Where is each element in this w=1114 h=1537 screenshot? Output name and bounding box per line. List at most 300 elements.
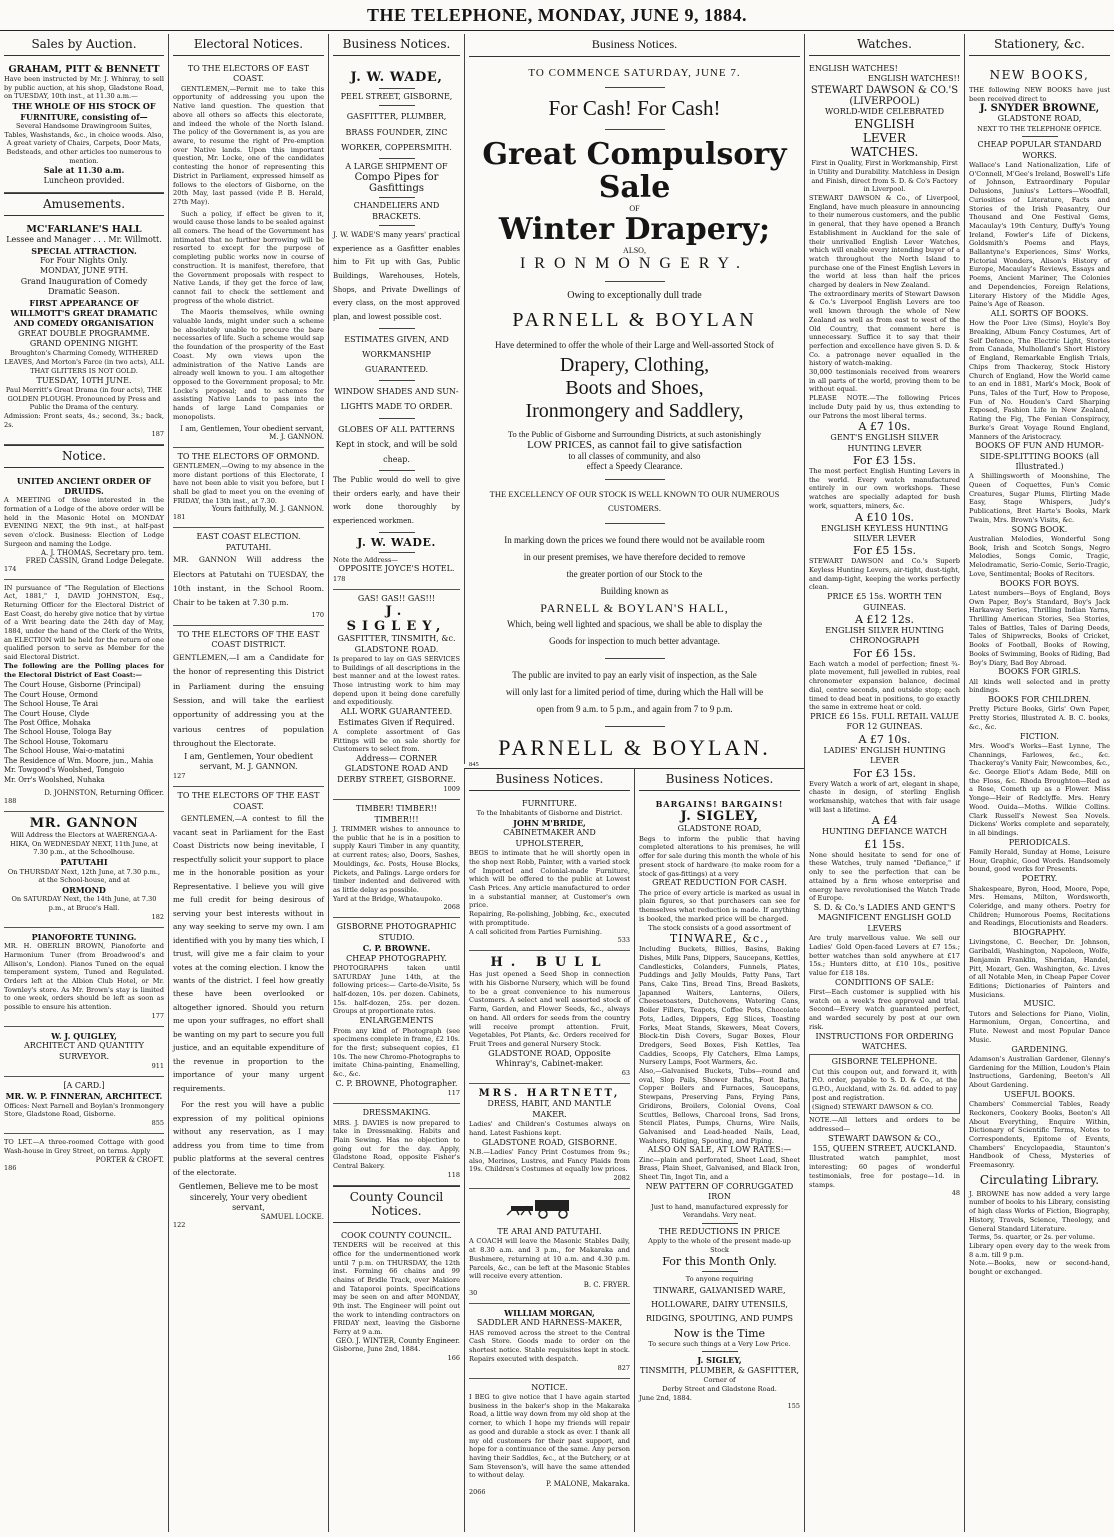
compo-pipes: Compo Pipes for Gasfittings bbox=[354, 172, 439, 195]
goods-text: Goods for inspection to much better advantage. bbox=[549, 635, 720, 646]
east-coast-heading: EAST COAST ELECTION. bbox=[196, 532, 301, 542]
watch-1-name: GENT'S ENGLISH SILVER HUNTING LEVER bbox=[830, 433, 939, 453]
morgan-text: HAS removed across the street to the Central Cash Store. Goods made to order on the shortest notice. Stable requisites kept in stock. Repairs executed with despatch. bbox=[469, 1328, 630, 1363]
card-label: [A CARD.] bbox=[63, 1080, 105, 1090]
coupon-signature: (Signed) STEWART DAWSON & CO. bbox=[812, 1102, 934, 1111]
morgan-name: WILLIAM MORGAN, bbox=[504, 1308, 595, 1318]
coupon-text: Cut this coupon out, and forward it, with P.O. order, payable to S. D. & Co., at the G.P.O., Auckland, with 2s. 6d. added to pay post and registration. bbox=[812, 1067, 957, 1102]
hall-name: PARNELL & BOYLAN'S HALL, bbox=[540, 600, 729, 615]
new-books-heading: NEW BOOKS, bbox=[989, 68, 1090, 82]
price-1: A £7 10s. bbox=[858, 420, 911, 434]
column-business-1 bbox=[328, 34, 464, 1532]
locke-closing: Gentlemen, Believe me to be most sincerely, Your very obedient servant, bbox=[178, 1182, 319, 1213]
hartnett-prices: N.B.—Ladies' Fancy Print Costumes from 9s.; also, Merinos, Lustres, and Fancy Plaids from 19s. Children's Costumes at equally low prices. bbox=[469, 1147, 630, 1174]
work-guaranteed: ALL WORK GUARANTEED. Estimates Given if Required. bbox=[338, 707, 455, 727]
ad-number: 166 bbox=[447, 1353, 460, 1362]
cheap-photography: CHEAP PHOTOGRAPHY. bbox=[346, 953, 447, 963]
gannon-meetings-ad bbox=[4, 812, 164, 928]
watch-3-price: PRICE £6 15s. FULL RETAIL VALUE FOR 12 GUINEAS. bbox=[810, 711, 959, 732]
stock-line: The stock consists of a good assortment of bbox=[648, 923, 791, 932]
browne-name: J. SNYDER BROWNE, bbox=[979, 103, 1100, 115]
watch-2-sale: For £5 15s. bbox=[852, 544, 917, 558]
finneran-text: Offices: Next Parnell and Boylan's Ironmongery Store, Gladstone Road, Gisborne. bbox=[4, 1101, 164, 1119]
polling-place: The Court House, Ormond bbox=[4, 690, 98, 699]
firm-name: PARNELL & BOYLAN bbox=[512, 309, 757, 331]
children-books-heading: BOOKS FOR CHILDREN. bbox=[988, 695, 1091, 705]
corner-address: Derby Street and Gladstone Road. bbox=[662, 1384, 777, 1393]
library-note: Note.—Books, new or second-hand, bought or exchanged. bbox=[969, 1259, 1110, 1277]
timber-heading: TIMBER! TIMBER!! TIMBER!!! bbox=[355, 804, 438, 824]
biography-list: Livingstone, C. Beecher, Dr. Johnson, Garibaldi, Washington, Napoleon, Wolfe, Benjamin Franklin, Sheridan, Handel, Pitt, Mozart, Gen. Washington, &c. Lives of all Notable Men, in Cheap Paper Cover Editions; Dictionaries of Painters and Musicians. bbox=[969, 938, 1110, 999]
also-on-sale: ALSO ON SALE, AT LOW RATES:— bbox=[647, 1145, 792, 1155]
ad-number: 186 bbox=[4, 1163, 17, 1172]
ironmongery-saddlery: Ironmongery and Saddlery, bbox=[525, 400, 744, 422]
four-nights: For Four Nights Only. bbox=[40, 255, 128, 265]
returning-officer: D. JOHNSTON, Returning Officer. bbox=[44, 789, 164, 798]
commence-date: TO COMMENCE SATURDAY, JUNE 7. bbox=[528, 67, 741, 79]
hall-name: MC'FARLANE'S HALL bbox=[26, 224, 142, 236]
apply-text: Apply to the whole of the present made-up Stock bbox=[648, 1237, 791, 1255]
cheap-works-heading: CHEAP POPULAR STANDARD WORKS. bbox=[977, 140, 1102, 160]
tinware-items: Including Buckets, Billies, Basins, Baking Dishes, Milk Pans, Dippers, Saucepans, Kettles, Candlesticks, Colanders, Funnels, Plates, Puddings and Jelly Moulds, Patty Pans, Tart Pans, Cake Tins, Bread Tins, Bread Baskets, Japanned Waiters, Lanterns, Oilers, Cheesetoasters, Dutchovens, Watering Cans, Boiler Fillers, Teapots, Coffee Pots, Chocolate Pots, Ladles, Dippers, Egg Slices, Toasting Forks, Meat Stands, Skewers, Meat Covers, Block-tin Dish Covers, Sugar Boxes, Flour Dredgers, Seed Boxes, Fish Kettles, Tea Caddies, Scoops, Fly Catchers, Elma Lamps, Nursery Lamps, Foot Warmers, &c. bbox=[639, 945, 800, 1067]
sigley-date: June 2nd, 1884. bbox=[639, 1393, 692, 1402]
periodicals-list: Family Herald, Sunday at Home, Leisure Hour, Graphic, Good Words. Handsomely bound, good works for Presents. bbox=[969, 848, 1110, 874]
hall-lessee: Lessee and Manager . . . Mr. Willmott. bbox=[6, 235, 162, 245]
polling-place: The School House, Tokomaru bbox=[4, 737, 109, 746]
all-sorts-heading: ALL SORTS OF BOOKS. bbox=[990, 308, 1089, 318]
worldwide-celebrated: WORLD-WIDE CELEBRATED bbox=[824, 106, 945, 116]
conditions-text: First—Each customer is supplied with his watch on a week's free approval and trial. Second—Every watch guaranteed perfect, and warded securely by post at our own risk. bbox=[809, 988, 960, 1031]
patutahi-title: PATUTAHI bbox=[60, 857, 108, 868]
greater-text: the greater portion of our Stock to the bbox=[566, 569, 703, 580]
sigley-text: Is prepared to lay on GAS SERVICES to Buildings of all descriptions in the best manner and at the lowest rates. Those intrusting work to him may depend upon it being done carefully and expeditiously. bbox=[333, 654, 460, 707]
tolet-signature: PORTER & CROFT. bbox=[95, 1155, 164, 1164]
sigley-trades: GASFITTER, TINSMITH, &c. GLADSTONE ROAD. bbox=[337, 634, 456, 654]
wade-address: PEEL STREET, GISBORNE, bbox=[340, 92, 453, 101]
song-book-heading: SONG BOOK. bbox=[1011, 524, 1068, 534]
poetry-heading: POETRY. bbox=[1021, 874, 1058, 884]
wade-signature: J. W. WADE. bbox=[357, 535, 436, 549]
locke-para-2: For the rest you will have a public expression of my political opinions without any reservation, as I may address you from time to time from public platforms at the several centres of the electorate. bbox=[173, 1100, 324, 1177]
dawson-address: STEWART DAWSON & CO., bbox=[828, 1133, 941, 1143]
column-heading-business-3: Business Notices. bbox=[469, 769, 630, 791]
watch-5-sale: £1 15s. bbox=[864, 837, 905, 851]
column-auction bbox=[0, 34, 168, 1532]
music-list: Tutors and Selections for Piano, Violin, Harmonium, Organ, Concertina, and Flute. Newest and most Popular Dance Music. bbox=[969, 1009, 1110, 1044]
play-two: Paul Merritt's Great Drama (in four acts), THE GOLDEN PLOUGH. Pronounced by Press and Public the Drama of the century. bbox=[5, 385, 163, 412]
column-business-3 bbox=[464, 768, 634, 1532]
county-name: COOK COUNTY COUNCIL. bbox=[341, 1230, 452, 1240]
bull-name: H. BULL bbox=[490, 955, 609, 971]
watch-2-price: PRICE £5 15s. WORTH TEN GUINEAS. bbox=[827, 592, 942, 612]
column-watches bbox=[804, 34, 964, 1532]
native-land-para-3: The Maoris themselves, while owning valuable lands, might under such a scheme be absolutely unable to procure the bare necessaries of life. Such a scheme would sap the foundation of the prosperity of the East Coast. My own views upon the administration of the Native Lands are already well known to you. I am altogether opposed to the Government proposal; to Mr. Locke's proposal; and to schemes for assisting Native Lands to pass into the hands of large Land Companies or monopolists. bbox=[173, 308, 324, 421]
gannon-address: MR. GANNON Will address the Electors at Patutahi on TUESDAY, the 10th instant, in the School Room. Chair to be taken at 7.30 p.m. bbox=[173, 555, 324, 608]
letters-note: NOTE.—All letters and orders to be addressed— bbox=[809, 1116, 960, 1133]
coupon-heading: GISBORNE TELEPHONE. bbox=[831, 1057, 938, 1067]
column-heading-business-1: Business Notices. bbox=[333, 34, 460, 56]
dressmaking-ad bbox=[333, 1104, 460, 1186]
drapery-clothing: Drapery, Clothing, bbox=[559, 354, 710, 376]
gardening-heading: GARDENING. bbox=[1011, 1044, 1068, 1054]
quality-text: First in Quality, First in Workmanship, First in Utility and Durability. Matchless in Design and Finish, direct from S. D. & Co's Factory in Liverpool. bbox=[809, 159, 960, 194]
native-land-para-2: Such a policy, if effect be given to it, would cause those lands to be sealed against all comers. The head of the Government has intimated that no further borrowing will be resorted to except for the purpose of completing public works now in course of construction. It is manifest, therefore, that the Government proposals with respect to Native Lands, if they get the force of law, cannot fail to check the settlement and progress of the whole district. bbox=[173, 209, 324, 305]
browne-books-ad bbox=[969, 60, 1110, 1283]
price-3: A £12 12s. bbox=[854, 612, 915, 626]
county-date: Gisborne, June 2nd, 1884. bbox=[333, 1344, 421, 1353]
hartnett-text: Ladies' and Children's Costumes always on hand. Latest Fashions kept. bbox=[469, 1120, 630, 1137]
periodicals-heading: PERIODICALS. bbox=[1008, 837, 1071, 847]
conditions-heading: CONDITIONS OF SALE: bbox=[834, 977, 935, 987]
enlargements-text: From any kind of Photograph (see specimens complete in frame, £2 10s. for the first; subsequent copies, £1 10s. The new Chromo-Photographs to imitate China-painting, Enamelling, &c., &c. bbox=[333, 1026, 460, 1079]
gannon-signature: I am, Gentlemen, Your obedient servant, M. J. GANNON. bbox=[180, 424, 324, 441]
verandah-text: Just to hand, manufactured expressly for Verandahs. Very neat. bbox=[651, 1202, 788, 1220]
boys-books-list: Latest numbers—Boys of England, Boys Own Paper, Boy's Standard, Boy's Jack Harkaway Series, Thrilling Indian Yarns, Thrilling American Stories, Sea Stories, Tales of Battles, Tales of Daring Deeds, Tales of Shipwrecks, Books of Cricket, Books of Football, Books of Rowing, Books of Swimming, Books of Riding, Bad Boy's Diary, Bad Boy Abroad. bbox=[969, 588, 1110, 667]
browne-road: GLADSTONE ROAD, bbox=[997, 114, 1082, 124]
also-label: ALSO, bbox=[623, 246, 646, 255]
ad-number: 2066 bbox=[469, 1488, 486, 1497]
tuesday-date: TUESDAY, 10TH JUNE. bbox=[36, 375, 132, 385]
ad-number: 187 bbox=[151, 429, 164, 438]
coach-text: A COACH will leave the Masonic Stables Daily, at 8.30 a.m. and 3 p.m., for Makaraka and Bushmere, returning at 10 a.m. and 4.30 p.m. Parcels, &c., can be left at the Masonic Stables will receive every attention. bbox=[469, 1237, 630, 1281]
invited-text: The public are invited to pay an early visit of inspection, as the Sale bbox=[512, 669, 757, 680]
inauguration: Grand Inauguration of Comedy Dramatic Season. bbox=[20, 276, 148, 297]
polling-place: The Court House, Clyde bbox=[4, 709, 90, 718]
determined-text: Have determined to offer the whole of their Large and Well-assorted Stock of bbox=[495, 340, 774, 350]
cheap-works-list: Wallace's Land Nationalization, Life of O'Connell, M'Gee's Ireland, Boswell's Life of Johnson, Extraordinary Popular Delusions, Junius's Letters—Woodfall, Curiosities of Literature, Facts and Stories of the Irish Peasantry, Our Thousand and One Festival Gems, Macaulay's 19th Century, Duffy's Young Ireland, Fowler's Life of Dickens, Goldsmith's Poems and Plays, Ballantyne's Experiences, Sims' Works, Pictorial Wonders, Alison's History of Europe, Macaulay's Reviews, Essays and Poems, Ancient Mariner, The Colonies and Dependencies, Foreign Relations, Literary History of the Middle Ages, Paine's Age of Reason. bbox=[969, 161, 1110, 309]
gannon-text: Will Address the Electors at WAERENGA-A-HIKA, On WEDNESDAY NEXT, 11th June, at 7.30 p.m., at the Schoolhouse. bbox=[9, 831, 158, 857]
now-is-the-time: Now is the Time bbox=[673, 1326, 766, 1340]
column-electoral bbox=[168, 34, 328, 1532]
amusements-heading: Amusements. bbox=[4, 193, 164, 216]
children-books-text: Pretty Picture Books, Girls' Own Paper, Pretty Stories, Illustrated A. B. C. books, &c., &c. bbox=[969, 705, 1110, 731]
price-2: A £10 10s. bbox=[854, 510, 915, 524]
biography-heading: BIOGRAPHY. bbox=[1013, 928, 1066, 938]
quigley-trade: ARCHITECT AND QUANTITY SURVEYOR. bbox=[24, 1041, 144, 1061]
malone-signature: P. MALONE, Makaraka. bbox=[546, 1480, 630, 1489]
finneran-ad bbox=[4, 1077, 164, 1134]
notice-heading: Notice. bbox=[4, 445, 164, 468]
ad-number: 845 bbox=[469, 761, 479, 769]
gardening-list: Adamson's Australian Gardener, Glenny's Gardening for the Million, Loudon's Plain Instructions, Gardening, Beeton's All About Gardening. bbox=[969, 1054, 1110, 1090]
estimates-label: ESTIMATES GIVEN, AND WORKMANSHIP GUARANTEED. bbox=[344, 334, 449, 374]
polling-place: The Court House, Gisborne (Principal) bbox=[4, 681, 141, 690]
boys-books-heading: BOOKS FOR BOYS. bbox=[999, 578, 1080, 588]
price-4: A £7 10s. bbox=[858, 732, 911, 746]
public-text: To the Public of Gisborne and Surrounding Districts, at such astonishingly bbox=[507, 429, 762, 439]
auction-lunch: Luncheon provided. bbox=[43, 175, 125, 185]
wade-ad bbox=[333, 60, 460, 590]
special-attraction: SPECIAL ATTRACTION. bbox=[31, 245, 137, 256]
gas-fittings: A complete assortment of Gas Fittings will be on sale shortly for Customers to select from. bbox=[333, 727, 460, 754]
globes: GLOBES OF ALL PATTERNS Kept in stock, and will be sold cheap. bbox=[335, 424, 458, 464]
building-text: Building known as bbox=[600, 586, 669, 597]
watch-1-sale: For £3 15s. bbox=[852, 454, 917, 468]
column-heading-business-2: Business Notices. bbox=[469, 34, 800, 57]
polling-place: The School House, Wai-o-matatini bbox=[4, 747, 125, 756]
election-regulation-ad bbox=[4, 580, 164, 813]
mcbride-trade: CABINETMAKER AND UPHOLSTERER, bbox=[503, 828, 596, 848]
shipment-label: A LARGE SHIPMENT OF bbox=[345, 161, 448, 171]
morgan-trade: SADDLER AND HARNESS-MAKER, bbox=[476, 1318, 623, 1328]
column-heading-watches: Watches. bbox=[809, 34, 960, 56]
watch-4-sale: For £3 15s. bbox=[852, 766, 917, 780]
polling-place: The School House, Te Arai bbox=[4, 700, 98, 709]
ormond-text: On SATURDAY Next, the 14th June, at 7.30 p.m., at Bruce's Hall. bbox=[11, 895, 157, 913]
browne-signature: C. P. BROWNE, Photographer. bbox=[335, 1078, 458, 1088]
new-books-text: THE following NEW BOOKS have just been received direct to bbox=[969, 86, 1110, 103]
mcbride-name: JOHN M'BRIDE, bbox=[513, 818, 586, 829]
ad-number: 1009 bbox=[443, 785, 460, 794]
sigley-gas-ad bbox=[333, 590, 460, 800]
druids-title: UNITED ANCIENT ORDER OF DRUIDS. bbox=[16, 475, 152, 496]
auction-sale-time: Sale at 11.30 a.m. bbox=[43, 165, 125, 176]
hartnett-name: MRS. HARTNETT, bbox=[478, 1088, 621, 1100]
ormond-title: ORMOND bbox=[62, 884, 106, 895]
classes-text: to all classes of community, and also bbox=[568, 451, 701, 461]
bull-address: GLADSTONE ROAD, Opposite Whinray's, Cabinet-maker. bbox=[488, 1048, 611, 1069]
district-signature: I am, Gentlemen, Your obedient servant, M. J. GANNON. bbox=[184, 751, 313, 771]
malone-notice-ad bbox=[469, 1379, 630, 1502]
admission-prices: Admission: Front seats, 4s.; second, 3s.; back, 2s. bbox=[4, 412, 164, 429]
requiring-text: To anyone requiring bbox=[685, 1274, 754, 1283]
column-heading-auction: Sales by Auction. bbox=[4, 34, 164, 56]
pamphlet-text: Illustrated watch pamphlet, most interesting; 60 pages of wonderful testimonials, free for postage—1d. in stamps. bbox=[809, 1154, 960, 1189]
county-council-ad bbox=[333, 1227, 460, 1368]
sigley-address: Address— CORNER GLADSTONE ROAD AND DERBY STREET, GISBORNE. bbox=[337, 754, 456, 784]
of-label: OF bbox=[629, 204, 640, 213]
ad-number: 2068 bbox=[443, 903, 460, 912]
trimmer-text: J. TRIMMER wishes to announce to the public that he is in a position to supply Kauri Timber in any quantity, at current rates; also, Doors, Sashes, Mouldings, &c. Posts, House Blocks, Pickets, and Palings. Large orders for timber indented and delivered with as little delay as possible. bbox=[333, 825, 460, 894]
excellency-text: THE EXCELLENCY OF OUR STOCK IS WELL KNOWN TO OUR NUMEROUS CUSTOMERS. bbox=[489, 489, 780, 513]
tolet-text: TO LET.—A three-roomed Cottage with good Wash-house in Grey Street, on terms. Apply bbox=[4, 1138, 164, 1155]
ormond-heading: TO THE ELECTORS OF ORMOND. bbox=[177, 451, 320, 461]
auction-stock-items: Several Handsome Drawingroom Suites, Tables, Washstands, &c., in choice woods. Also, A great variety of Chairs, Carpets, Door Mats, Bedsteads, and other articles too numerous to mention. bbox=[4, 121, 164, 165]
yard-location: Yard at the Bridge, Whataupoko. bbox=[333, 894, 443, 903]
tolet-ad bbox=[4, 1134, 164, 1177]
ad-number: 911 bbox=[151, 1061, 164, 1070]
watch-5-name: HUNTING DEFIANCE WATCH bbox=[822, 827, 947, 837]
wade-location: OPPOSITE JOYCE'S HOTEL. bbox=[338, 564, 455, 574]
ormond-text: GENTLEMEN,—Owing to my absence in the more distant portions of this Electorate, I have not been able to visit you before, but I shall be glad to meet you on the evening of FRIDAY, the 13th inst., at 7.30. bbox=[173, 461, 324, 505]
notice-text: I BEG to give notice that I have again started business in the baker's shop in the Makaraka Road, a little way down from my old shop at the corner, to which I hope my friends will repair as good and durable a stock as ever. I thank all my old customers for their past support, and hope for a continuance of the same. Any person having their Saddles, &c., at the Butchery, or at Sam Stevenson's, will have the same attended to without delay. bbox=[469, 1392, 630, 1480]
owing-text: Owing to exceptionally dull trade bbox=[567, 290, 702, 301]
quigley-ad bbox=[4, 1027, 164, 1077]
county-heading: County Council Notices. bbox=[333, 1186, 460, 1223]
testimonials: 30,000 testimonials received from wearers in all parts of the world, proving them to be without equal. bbox=[809, 368, 960, 394]
polling-place: The Residence of Wm. Moore, jun., Mahia bbox=[4, 756, 154, 765]
limited-text: will only last for a limited period of time, during which the Hall will be bbox=[505, 686, 764, 697]
watch-1-text: The most perfect English Hunting Levers in the world. Every watch manufactured entirely in our own workshops. These watches are specially adapted for bush work, squatters, miners, &c. bbox=[809, 467, 960, 510]
winter-drapery: Winter Drapery; bbox=[498, 212, 771, 247]
dawson-street: 155, QUEEN STREET, AUCKLAND. bbox=[812, 1144, 957, 1153]
ironmongery-banner: IRONMONGERY. bbox=[519, 255, 750, 272]
low-prices: LOW PRICES, as cannot fail to give satisfaction bbox=[527, 439, 742, 451]
address-note: Note the Address— bbox=[333, 555, 398, 564]
ad-number: 177 bbox=[151, 1011, 164, 1020]
ormond-signature: Yours faithfully, M. J. GANNON. bbox=[211, 505, 324, 514]
song-book-list: Australian Melodies, Wonderful Song Book, Irish and Scotch Songs, Negro Melodies, Songs Comic, Tragic, Melodramatic, Serio-Comic, Serio-Tragic, Love, Sentimental; Books of Recitors. bbox=[969, 534, 1110, 578]
dressmaking-heading: DRESSMAKING. bbox=[362, 1108, 431, 1118]
tinware-heading: TINWARE, &c., bbox=[669, 932, 770, 946]
polling-place: The Post Office, Mohaka bbox=[4, 718, 91, 727]
fiction-list: Mrs. Wood's Works—East Lynne, The Channings, Farlowes, &c., &c. Thackeray's Vanity Fair, Newcombes, &c., &c. George Eliot's Adam Bede, Mill on the Floss, &c. Rhoda Broughton—Red as a Rose, Cometh up as a Flower. Miss Yonge—Heir of Redclyffe. Mrs. Henry Wood. Ouida—Moths. Wilkie Collins. Clark Russell's Newest Sea Novels. Dickens' Works complete and separately, in all bindings. bbox=[969, 741, 1110, 837]
ad-number: 30 bbox=[469, 1289, 478, 1297]
fun-books-heading: BOOKS OF FUN AND HUMOR-SIDE-SPLITTING BOOKS (all Illustrated.) bbox=[975, 441, 1104, 471]
dawson-text-2: The extraordinary merits of Stewart Dawson & Co.'s Liverpool English Levers are too well known through the whole of New Zealand as well as from east to west of the Old Country, that comment here is unnecessary. Suffice it to say that their perfection and excellence have given S. D. & Co. a patronage never equalled in the history of watch-making. bbox=[809, 289, 960, 368]
marking-text: In marking down the prices we found there would not be available room bbox=[504, 535, 765, 546]
sigley-signature: J. SIGLEY, bbox=[697, 1355, 742, 1366]
repair-text: Repairing, Re-polishing, Jobbing, &c., executed with promptitude. bbox=[469, 910, 630, 927]
useful-books-list: Chambers' Commercial Tables, Ready Reckoners, Cookery Books, Beeton's All About Everything, Enquire Within, Dictionary of Scientific Terms, Notes to Correspondents, Epitome of Events, Chambers' Encyclopaedia, Staunton's Handbook of Chess, Mysteries of Freemasonry. bbox=[969, 1100, 1110, 1170]
dressmaking-text: MRS. J. DAVIES is now prepared to take in Dressmaking. Habits and Plain Sewing. Has no objection to going out for the day. Apply, Gladstone Road, opposite Fisher's Central Bakery. bbox=[333, 1118, 460, 1171]
patutahi-text: On THURSDAY Next, 12th June, at 7.30 p.m., at the School-house, and at bbox=[7, 867, 161, 885]
coach-heading: TE ARAI AND PATUTAHI. bbox=[497, 1227, 602, 1237]
open-hours: open from 9 a.m. to 5 p.m., and again from 7 to 9 p.m. bbox=[536, 703, 733, 714]
sigley-name: J. SIGLEY, bbox=[346, 604, 447, 635]
notice-heading: NOTICE. bbox=[531, 1382, 568, 1392]
auction-ad bbox=[4, 60, 164, 193]
watch-4-name: LADIES' ENGLISH HUNTING LEVER bbox=[823, 745, 946, 766]
furniture-heading: FURNITURE. bbox=[522, 799, 577, 808]
order-coupon[interactable] bbox=[809, 1054, 960, 1114]
watch-4-text: Every Watch a work of art, elegant in shape, chaste in design, of sterling English workmanship, watches that with fair usage will last a lifetime. bbox=[809, 779, 960, 814]
locke-para-1: GENTLEMEN,—A contest to fill the vacant seat in Parliament for the East Coast Districts now being inevitable, I respectfully solicit your support to place me in the honorable position as your Representative. I believe you will give me full credit for being desirous of serving your best interests without in any way seeking to serve my own. I am identified with you by many ties which, I trust, will give me a fair claim to your votes at the coming election. I know the wants of the district. I feel how greatly these have been overlooked or altogether ignored. Should you return me upon your suffrages, no effort shall be wanting on my part to secure you full justice, and an equitable expenditure of the revenue in proportion to the importance of your many urgent requirements. bbox=[173, 814, 324, 1093]
price-text: The price of every article is marked as usual in plain figures, so that purchasers can see for themselves what reduction is made. If anything is booked, the marked price will be charged. bbox=[639, 888, 800, 923]
please-note: PLEASE NOTE.—The following Prices include Duty paid by us, thus extending to our Patrons the most liberal terms. bbox=[809, 394, 960, 420]
district-electors-ad bbox=[173, 626, 324, 788]
coach-ad bbox=[469, 1189, 630, 1304]
ad-number: 855 bbox=[151, 1119, 164, 1128]
electors-heading: TO THE ELECTORS OF EAST COAST. bbox=[187, 64, 310, 84]
quigley-name: W. J. QUIGLEY, bbox=[51, 1030, 117, 1041]
ad-number: 181 bbox=[173, 513, 186, 522]
locke-heading: TO THE ELECTORS OF THE EAST COAST. bbox=[177, 791, 320, 811]
clearance-text: effect a Speedy Clearance. bbox=[586, 461, 683, 471]
ad-number: 127 bbox=[173, 772, 186, 781]
solicit-text: A call solicited from Parties Furnishing. bbox=[469, 927, 602, 936]
hartnett-address: GLADSTONE ROAD, GISBORNE. bbox=[481, 1137, 618, 1147]
watch-3-name: ENGLISH SILVER HUNTING CHRONOGRAPH bbox=[825, 625, 944, 646]
piano-ad bbox=[4, 928, 164, 1027]
watch-5-text: None should hesitate to send for one of these Watches, truly named "Defiance," if only to see the perfection that can be attained by a firm whose enterprise and energy have revolutionised the Watch Trade of Europe. bbox=[809, 850, 960, 903]
price-5: A £4 bbox=[871, 814, 898, 828]
morgan-ad bbox=[469, 1304, 630, 1379]
sigley-text: Begs to inform the public that having completed alterations to his premises, he will offer for sale during this month the whole of his present stock of hardware (to make room for a stock of gas-fittings) at a very bbox=[639, 834, 800, 878]
lighted-text: Which, being well lighted and spacious, we shall be able to display the bbox=[507, 618, 762, 629]
monday-date: MONDAY, JUNE 9TH. bbox=[39, 266, 129, 276]
ad-number: 827 bbox=[617, 1363, 630, 1372]
browne-name: C. P. BROWNE. bbox=[362, 943, 431, 954]
ad-number: 118 bbox=[447, 1170, 460, 1179]
music-heading: MUSIC. bbox=[1023, 999, 1056, 1009]
fiction-heading: FICTION. bbox=[1020, 731, 1059, 741]
photo-prices: PHOTOGRAPHS taken until SATURDAY June 14th, at the following prices:— Carte-de-Visite, 5s half-dozen, 10s. per dozen. Cabinets, 15s. half-dozen, 25s. per dozen. Groups at proportionate rates. bbox=[333, 963, 460, 1016]
inhabitants-line: To the Inhabitants of Gisborne and District. bbox=[476, 809, 623, 818]
mcbride-ad bbox=[469, 795, 630, 951]
locke-address-ad bbox=[173, 787, 324, 1235]
piano-text: MR. H. OBERLIN BROWN, Pianoforte and Harmonium Tuner (from Broadwood's and Allison's, London). Pianos Tuned on the equal temperament system, Tuned and Regulated. Orders left at the Albion Club Hotel, or Mr. Townley's store. As Mr. Brown's stay is limited to one week, orders should be left as soon as possible to ensure his attention. bbox=[4, 942, 164, 1012]
lever-line-3: WATCHES. bbox=[850, 145, 919, 160]
useful-books-heading: USEFUL BOOKS. bbox=[1003, 1089, 1076, 1099]
ad-number: 533 bbox=[617, 936, 630, 945]
for-cash: For Cash! For Cash! bbox=[548, 96, 721, 120]
wade-public-note: The Public would do well to give their orders early, and have their work done thoroughly by experienced workmen. bbox=[333, 476, 460, 526]
polling-heading: The following are the Polling places for the Electoral District of East Coast:— bbox=[4, 661, 164, 679]
poetry-list: Shakespeare, Byron, Hood, Moore, Pope, Mrs. Hemans, Milton, Wordsworth, Coleridge, and many others. Poetry for Children; Humorous Poems, Recitations and Readings, Elocutionists and Readers. bbox=[969, 884, 1110, 928]
piano-heading: PIANOFORTE TUNING. bbox=[31, 931, 137, 942]
column-heading-business-4: Business Notices. bbox=[639, 769, 800, 791]
bull-ad bbox=[469, 951, 630, 1084]
gannon-native-land-ad bbox=[173, 60, 324, 448]
studio-name: GISBORNE PHOTOGRAPHIC STUDIO. bbox=[336, 922, 457, 942]
english-watches-2: ENGLISH WATCHES!! bbox=[867, 74, 960, 84]
ad-number: 122 bbox=[173, 1221, 186, 1230]
ad-number: 48 bbox=[951, 1189, 960, 1198]
library-heading: Circulating Library. bbox=[979, 1172, 1100, 1187]
watch-3-sale: For £6 15s. bbox=[852, 646, 917, 660]
wade-trades: GASFITTER, PLUMBER, BRASS FOUNDER, ZINC WORKER, COPPERSMITH. bbox=[341, 112, 452, 152]
photo-studio-ad bbox=[333, 918, 460, 1104]
watch-3-text: Each watch a model of perfection; finest ¾-plate movement, full jewelled in rubies, real chronometer expansion balance, decimal dial, centre seconds, and outside stop; each timed to dead beat in positions, to go exactly the same in extreme heat or cold. bbox=[809, 659, 960, 712]
opening-night: GRAND OPENING NIGHT. bbox=[29, 339, 139, 349]
patutahi-title: PATUTAHI. bbox=[225, 542, 272, 552]
gold-levers-text: Are truly marvellous value. We sell our Ladies' Gold Open-faced Levers at £7 15s.; better watches than sold anywhere at £17 15s.; Hunters ditto, at £10 10s., positive value for £18 18s. bbox=[809, 934, 960, 977]
great-reduction: GREAT REDUCTION FOR CASH. bbox=[652, 878, 787, 888]
wade-text: J. W. WADE'S many years' practical experience as a Gasfitter enables him to Fit up with Gas, Public Buildings, Warehouses, Hotels, Shops, and Private Dwellings of every class, on the most approved plan, and lowest possible cost. bbox=[333, 231, 460, 321]
druids-delegate: FRED CASSIN, Grand Lodge Delegate. bbox=[25, 556, 164, 565]
district-text: GENTLEMEN,—I am a Candidate for the honor of representing this District in Parliament during the ensuing Session, and will take the earliest opportunity of addressing you at the various centres of population throughout the Electorate. bbox=[173, 652, 324, 749]
ormond-electors-ad bbox=[173, 448, 324, 529]
english-watches: ENGLISH WATCHES! bbox=[809, 64, 898, 73]
sigley-bargains-ad bbox=[639, 795, 800, 1416]
timber-ad bbox=[333, 800, 460, 918]
firm-signature: PARNELL & BOYLAN. bbox=[498, 735, 771, 761]
coach-signature: B. C. FRYER. bbox=[583, 1281, 630, 1289]
polling-place: The School House, Tologa Bay bbox=[4, 728, 112, 737]
library-hours: Library open every day to the week from 8 a.m. till 9 p.m. bbox=[969, 1242, 1110, 1259]
instructions-heading: INSTRUCTIONS FOR ORDERING WATCHES. bbox=[815, 1031, 954, 1051]
secure-text: To secure such things at a Very Low Price. bbox=[648, 1339, 791, 1348]
hartnett-trade: DRESS, HABIT, AND MANTLE MAKER. bbox=[487, 1099, 612, 1119]
boots-shoes: Boots and Shoes, bbox=[565, 377, 704, 399]
this-month: For this Month Only. bbox=[662, 1254, 777, 1268]
dawson-text-1: STEWART DAWSON & Co., of Liverpool, England, have much pleasure in announcing to their numerous customers, and the public in general, that they have opened a Branch Establishment in Auckland for the sale of their unrivalled English Lever Watches, which will enable every intending buyer of a watch throughout the North Island to purchase one of the Finest English Levers in the world at less than half the prices charged by dealers in New Zealand. bbox=[809, 193, 960, 290]
masthead: THE TELEPHONE, MONDAY, JUNE 9, 1884. bbox=[0, 0, 1114, 31]
polling-place: Mr. Orr's Woolshed, Nuhaka bbox=[4, 775, 105, 784]
county-text: TENDERS will be received at this office for the undermentioned work until 7 p.m. on THURSDAY, the 12th inst. Forming 66 chains and 99 chains of Bridle Track, over Makiore and Tataporoi points. Specifications may be seen on and after MONDAY, 9th inst. The Engineer will point out the work to intending contractors on FRIDAY next, leaving the Gisborne Ferry at 9 a.m. bbox=[333, 1241, 460, 1337]
district-heading: TO THE ELECTORS OF THE EAST COAST DISTRICT. bbox=[177, 629, 320, 650]
druids-secretary: A. J. THOMAS, Secretary pro. tem. bbox=[41, 548, 164, 557]
chandeliers: CHANDELIERS AND BRACKETS. bbox=[353, 201, 440, 221]
first-appearance: FIRST APPEARANCE OF WILLMOTT'S GREAT DRAMATIC AND COMEDY ORGANISATION bbox=[10, 297, 158, 329]
wade-name: J. W. WADE, bbox=[350, 70, 443, 85]
ad-number: 178 bbox=[333, 574, 346, 583]
library-terms: Terms, 5s. quarter, or 2s. per volume. bbox=[969, 1233, 1095, 1242]
reductions-heading: THE REDUCTIONS IN PRICE bbox=[658, 1227, 781, 1237]
ad-number: 182 bbox=[151, 912, 164, 921]
druids-ad bbox=[4, 472, 164, 580]
column-heading-electoral: Electoral Notices. bbox=[173, 34, 324, 56]
gas-heading: GAS! GAS!! GAS!!! bbox=[357, 593, 436, 603]
stewart-dawson-ad bbox=[809, 60, 960, 1203]
ad-number: 155 bbox=[787, 1402, 800, 1411]
auction-firm: GRAHAM, PITT & BENNETT bbox=[8, 64, 160, 75]
compulsory-sale: Great Compulsory Sale bbox=[482, 137, 787, 205]
zinc-items: Zinc—plain and perforated, Sheet Lead, Sheet Brass, Plain Sheet, Galvanised, and Black Iron, Sheet Tin, Ingot Tin, and a bbox=[639, 1155, 800, 1182]
play-one: Broughton's Charming Comedy, WITHERED LEAVES, And Morton's Farce (in two acts), ALL THAT GLITTERS IS NOT GOLD. bbox=[4, 349, 164, 375]
column-business-4 bbox=[634, 768, 804, 1532]
